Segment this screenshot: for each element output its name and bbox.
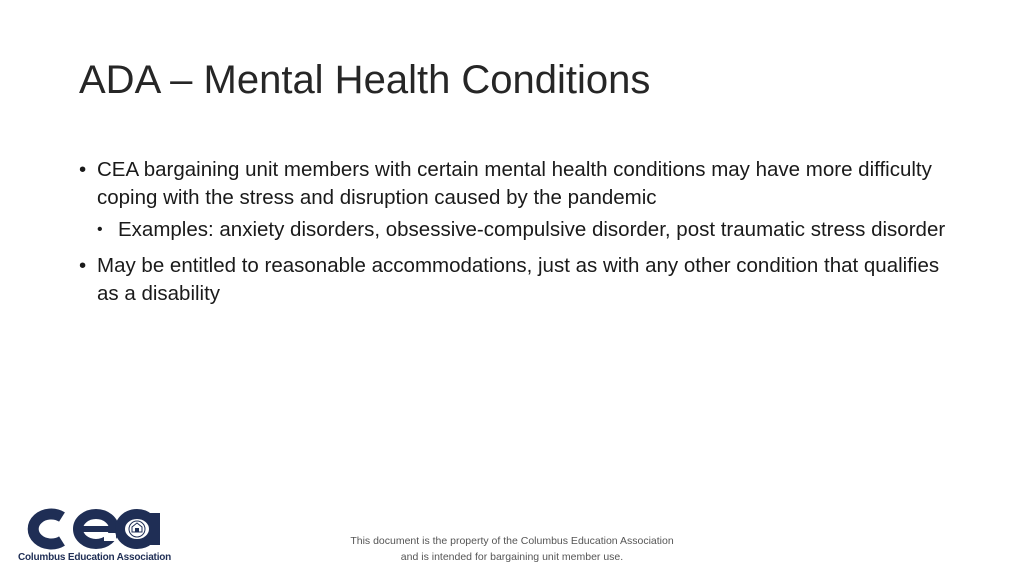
sub-bullet-item [97, 216, 959, 244]
bullet-text: May be entitled to reasonable accommodations, just as with any other condition that qualifies as a disability [97, 254, 940, 305]
logo-caption: Columbus Education Association [18, 552, 172, 563]
logo-letter-c [33, 514, 62, 544]
sub-bullet-marker: • [97, 221, 103, 238]
bullet-item [79, 252, 959, 308]
bullet-marker: • [79, 158, 87, 181]
bullet-marker: • [79, 254, 87, 277]
bullet-item [79, 156, 959, 212]
logo-letter-e-bar [80, 526, 112, 532]
footer-notice: This document is the property of the Columbus Education Association and is intended for bargaining unit member use. [350, 535, 674, 563]
slide-title: ADA – Mental Health Conditions [79, 58, 651, 102]
sub-bullet-text: Examples: anxiety disorders, obsessive-compulsive disorder, post traumatic stress disorder [118, 218, 946, 241]
bullet-text: CEA bargaining unit members with certain mental health conditions may have more difficulty coping with the stress and disruption caused by the pandemic [97, 158, 932, 209]
logo-letter-a-stem [150, 513, 160, 545]
bullet-list [79, 156, 959, 314]
